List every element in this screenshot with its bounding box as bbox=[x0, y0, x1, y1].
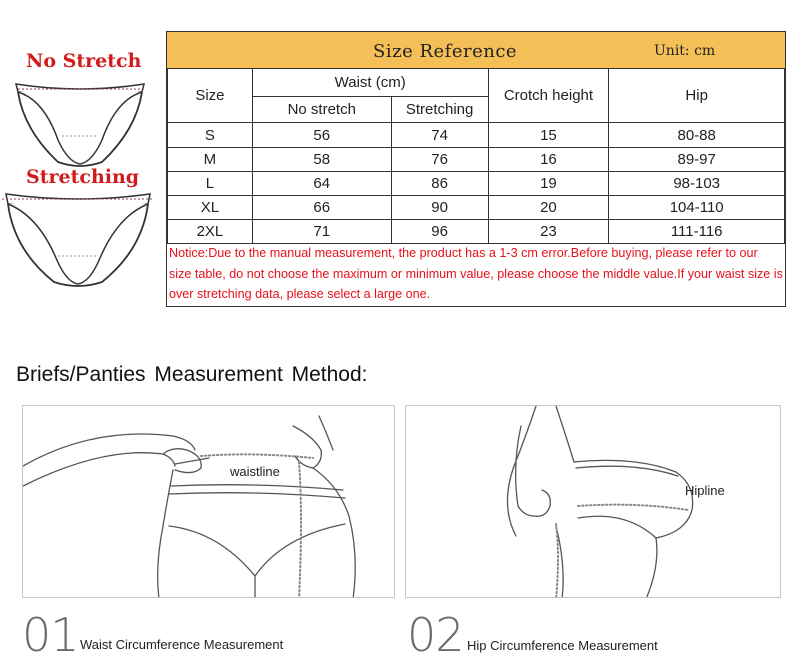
cell-stretching: 74 bbox=[391, 123, 488, 148]
step-label-hip: Hip Circumference Measurement bbox=[467, 638, 658, 653]
cell-size: M bbox=[168, 148, 253, 172]
step-number-01: 01 bbox=[22, 608, 79, 662]
col-header-crotch: Crotch height bbox=[488, 69, 609, 123]
cell-crotch: 23 bbox=[488, 220, 609, 244]
cell-hip: 80-88 bbox=[609, 123, 785, 148]
cell-stretching: 86 bbox=[391, 172, 488, 196]
table-row bbox=[168, 148, 785, 172]
cell-no-stretch: 71 bbox=[252, 220, 391, 244]
briefs-stretching-icon bbox=[2, 188, 154, 298]
table-row bbox=[168, 220, 785, 244]
col-header-no-stretch: No stretch bbox=[252, 97, 391, 123]
cell-crotch: 16 bbox=[488, 148, 609, 172]
cell-hip: 111-116 bbox=[609, 220, 785, 244]
notice-text: Notice:Due to the manual measurement, the product has a 1-3 cm error.Before buying, please refer to our size table, do not choose the maximum or minimum value, please choose the middle value.If your waist size is over stretching data, please select a large one. bbox=[169, 246, 783, 301]
col-header-hip: Hip bbox=[609, 69, 785, 123]
step-label-waist: Waist Circumference Measurement bbox=[80, 637, 284, 652]
table-row bbox=[168, 123, 785, 148]
cell-stretching: 90 bbox=[391, 196, 488, 220]
col-header-stretching: Stretching bbox=[391, 97, 488, 123]
method-heading: Briefs/Panties Measurement Method: bbox=[16, 363, 368, 386]
cell-no-stretch: 64 bbox=[252, 172, 391, 196]
waist-measurement-illustration bbox=[23, 406, 395, 598]
cell-no-stretch: 58 bbox=[252, 148, 391, 172]
cell-stretching: 76 bbox=[391, 148, 488, 172]
table-unit: Unit: cm bbox=[654, 43, 716, 59]
table-row bbox=[168, 196, 785, 220]
size-grid bbox=[167, 68, 785, 244]
col-header-size: Size bbox=[168, 69, 253, 123]
cell-size: XL bbox=[168, 196, 253, 220]
size-reference-table bbox=[166, 31, 786, 307]
col-header-waist: Waist (cm) bbox=[252, 69, 488, 97]
cell-no-stretch: 66 bbox=[252, 196, 391, 220]
cell-hip: 98-103 bbox=[609, 172, 785, 196]
table-header-bar bbox=[167, 32, 785, 69]
stretching-label: Stretching bbox=[26, 166, 140, 188]
cell-size: 2XL bbox=[168, 220, 253, 244]
cell-size: S bbox=[168, 123, 253, 148]
step-number-02: 02 bbox=[407, 608, 464, 662]
cell-crotch: 20 bbox=[488, 196, 609, 220]
cell-crotch: 15 bbox=[488, 123, 609, 148]
hipline-tag: Hipline bbox=[685, 483, 725, 498]
hip-measurement-illustration bbox=[406, 406, 781, 598]
no-stretch-label: No Stretch bbox=[26, 50, 142, 72]
table-row bbox=[168, 172, 785, 196]
cell-hip: 104-110 bbox=[609, 196, 785, 220]
cell-no-stretch: 56 bbox=[252, 123, 391, 148]
waist-measurement-panel bbox=[22, 405, 395, 598]
cell-stretching: 96 bbox=[391, 220, 488, 244]
cell-crotch: 19 bbox=[488, 172, 609, 196]
table-title: Size Reference bbox=[373, 41, 518, 62]
cell-hip: 89-97 bbox=[609, 148, 785, 172]
waistline-tag: waistline bbox=[230, 464, 280, 479]
briefs-no-stretch-icon bbox=[10, 70, 150, 175]
cell-size: L bbox=[168, 172, 253, 196]
hip-measurement-panel bbox=[405, 405, 781, 598]
